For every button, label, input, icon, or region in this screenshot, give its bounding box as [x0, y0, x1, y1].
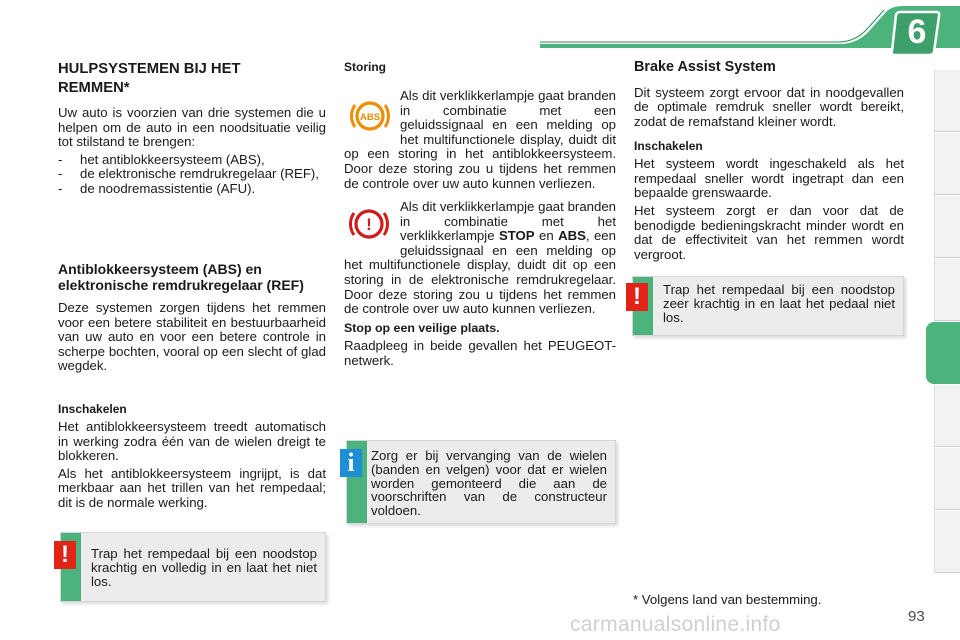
column-middle	[344, 60, 616, 85]
side-tab-8[interactable]	[934, 448, 960, 510]
subheading-inschakelen: Inschakelen	[58, 402, 127, 416]
brake-systems-intro: Uw auto is voorzien van drie systemen die u helpen om de auto in een noodsituatie veilig tot stilstand te brengen:	[58, 105, 326, 150]
brake-assist-activation-2: Het systeem zorgt er dan voor dat de benodigde bedieningskracht minder wordt en dat de effectiviteit van het remmen wordt vergroot.	[634, 203, 904, 262]
column-left	[58, 60, 326, 197]
section-abs-ref	[58, 262, 326, 384]
brake-assist-intro: Dit systeem zorgt ervoor dat in noodgevallen de optimale remdruk sneller wordt bereikt, zodat de remafstand kleiner wordt.	[634, 84, 904, 129]
page-number: 93	[908, 608, 925, 625]
svg-text:!: !	[366, 215, 372, 234]
abs-activation-text-2: Als het antiblokkeersysteem ingrijpt, is dat merkbaar aan het trillen van het rempedaal; dit is de normale werking.	[58, 465, 326, 510]
side-tab-4[interactable]	[934, 259, 960, 321]
section-abs-activation	[58, 402, 326, 514]
chapter-title: VEILIGHEID	[763, 18, 865, 37]
column-right	[634, 60, 904, 265]
chapter-side-tabs	[930, 70, 960, 575]
info-icon: i	[340, 449, 362, 477]
info-box-wheel-replacement: i Zorg er bij vervanging van de wielen (banden en velgen) voor dat er wielen worden gemonteerd die aan de voorschriften van de constructeur voldoen.	[346, 440, 616, 524]
exclamation-icon: !	[626, 283, 648, 311]
side-tab-9[interactable]	[934, 511, 960, 573]
list-item: - de elektronische remdrukregelaar (REF),	[58, 166, 319, 182]
side-tab-2[interactable]	[934, 133, 960, 195]
storing-ref-text: Als dit verklikkerlampje gaat branden in combinatie met het verklikkerlampje STOP en ABS, een geluidssignaal en een melding op het multifunctionele display, duidt dit op een storing in de elektronische remdrukregelaar. Door deze storing zou u tijdens het remmen de controle over uw auto kunnen verliezen.	[344, 199, 616, 317]
side-tab-active-6[interactable]	[926, 322, 960, 384]
warning-box-emergency-stop: ! Trap het rempedaal bij een noodstop krachtig en volledig in en laat het niet los.	[60, 532, 326, 602]
abs-ref-description: Deze systemen zorgen tijdens het remmen voor een betere stabiliteit en bestuurbaarheid van uw auto en voor een betere controle in scherpe bochten, vooral op een slecht of glad wegdek.	[58, 300, 326, 374]
section-heading-brake-assist: Brake Assist System	[634, 59, 776, 75]
list-item: - de noodremassistentie (AFU).	[58, 180, 256, 196]
side-tab-3[interactable]	[934, 196, 960, 258]
warning-box-brake-assist: ! Trap het rempedaal bij een noodstop zeer krachtig in en laat het pedaal niet los.	[632, 276, 904, 336]
side-tab-7[interactable]	[934, 385, 960, 447]
subheading-inschakelen: Inschakelen	[634, 139, 703, 154]
watermark: carmanualsonline.info	[570, 613, 781, 636]
dealer-advice-text: Raadpleeg in beide gevallen het PEUGEOT-netwerk.	[344, 338, 616, 368]
svg-text:ABS: ABS	[359, 112, 381, 123]
chapter-number: 6	[907, 13, 927, 51]
side-tab-1[interactable]	[934, 70, 960, 132]
brake-assist-activation-1: Het systeem wordt ingeschakeld als het rempedaal sneller wordt ingetrapt dan een bepaalde grenswaarde.	[634, 156, 904, 201]
storing-abs-text: Als dit verklikkerlampje gaat branden in combinatie met een geluidssignaal en een melding op het multifunctionele display, duidt dit op een storing in het antiblokkeersysteem. Door deze storing zou u tijdens het remmen de controle over uw auto kunnen verliezen.	[344, 88, 616, 191]
abs-activation-text-1: Het antiblokkeersysteem treedt automatisch in werking zodra één van de wielen dreigt te blokkeren.	[58, 419, 326, 464]
section-heading-abs-ref: Antiblokkeersysteem (ABS) en elektronische remdrukregelaar (REF)	[58, 261, 304, 293]
storing-advice	[344, 321, 616, 368]
exclamation-icon: !	[54, 541, 76, 569]
subheading-stop-safely: Stop op een veilige plaats.	[344, 321, 500, 335]
section-heading-brake-systems: HULPSYSTEMEN BIJ HET REMMEN*	[58, 61, 241, 96]
subheading-storing: Storing	[344, 60, 386, 74]
footnote: * Volgens land van bestemming.	[633, 592, 822, 607]
list-item: - het antiblokkeersysteem (ABS),	[58, 151, 265, 167]
